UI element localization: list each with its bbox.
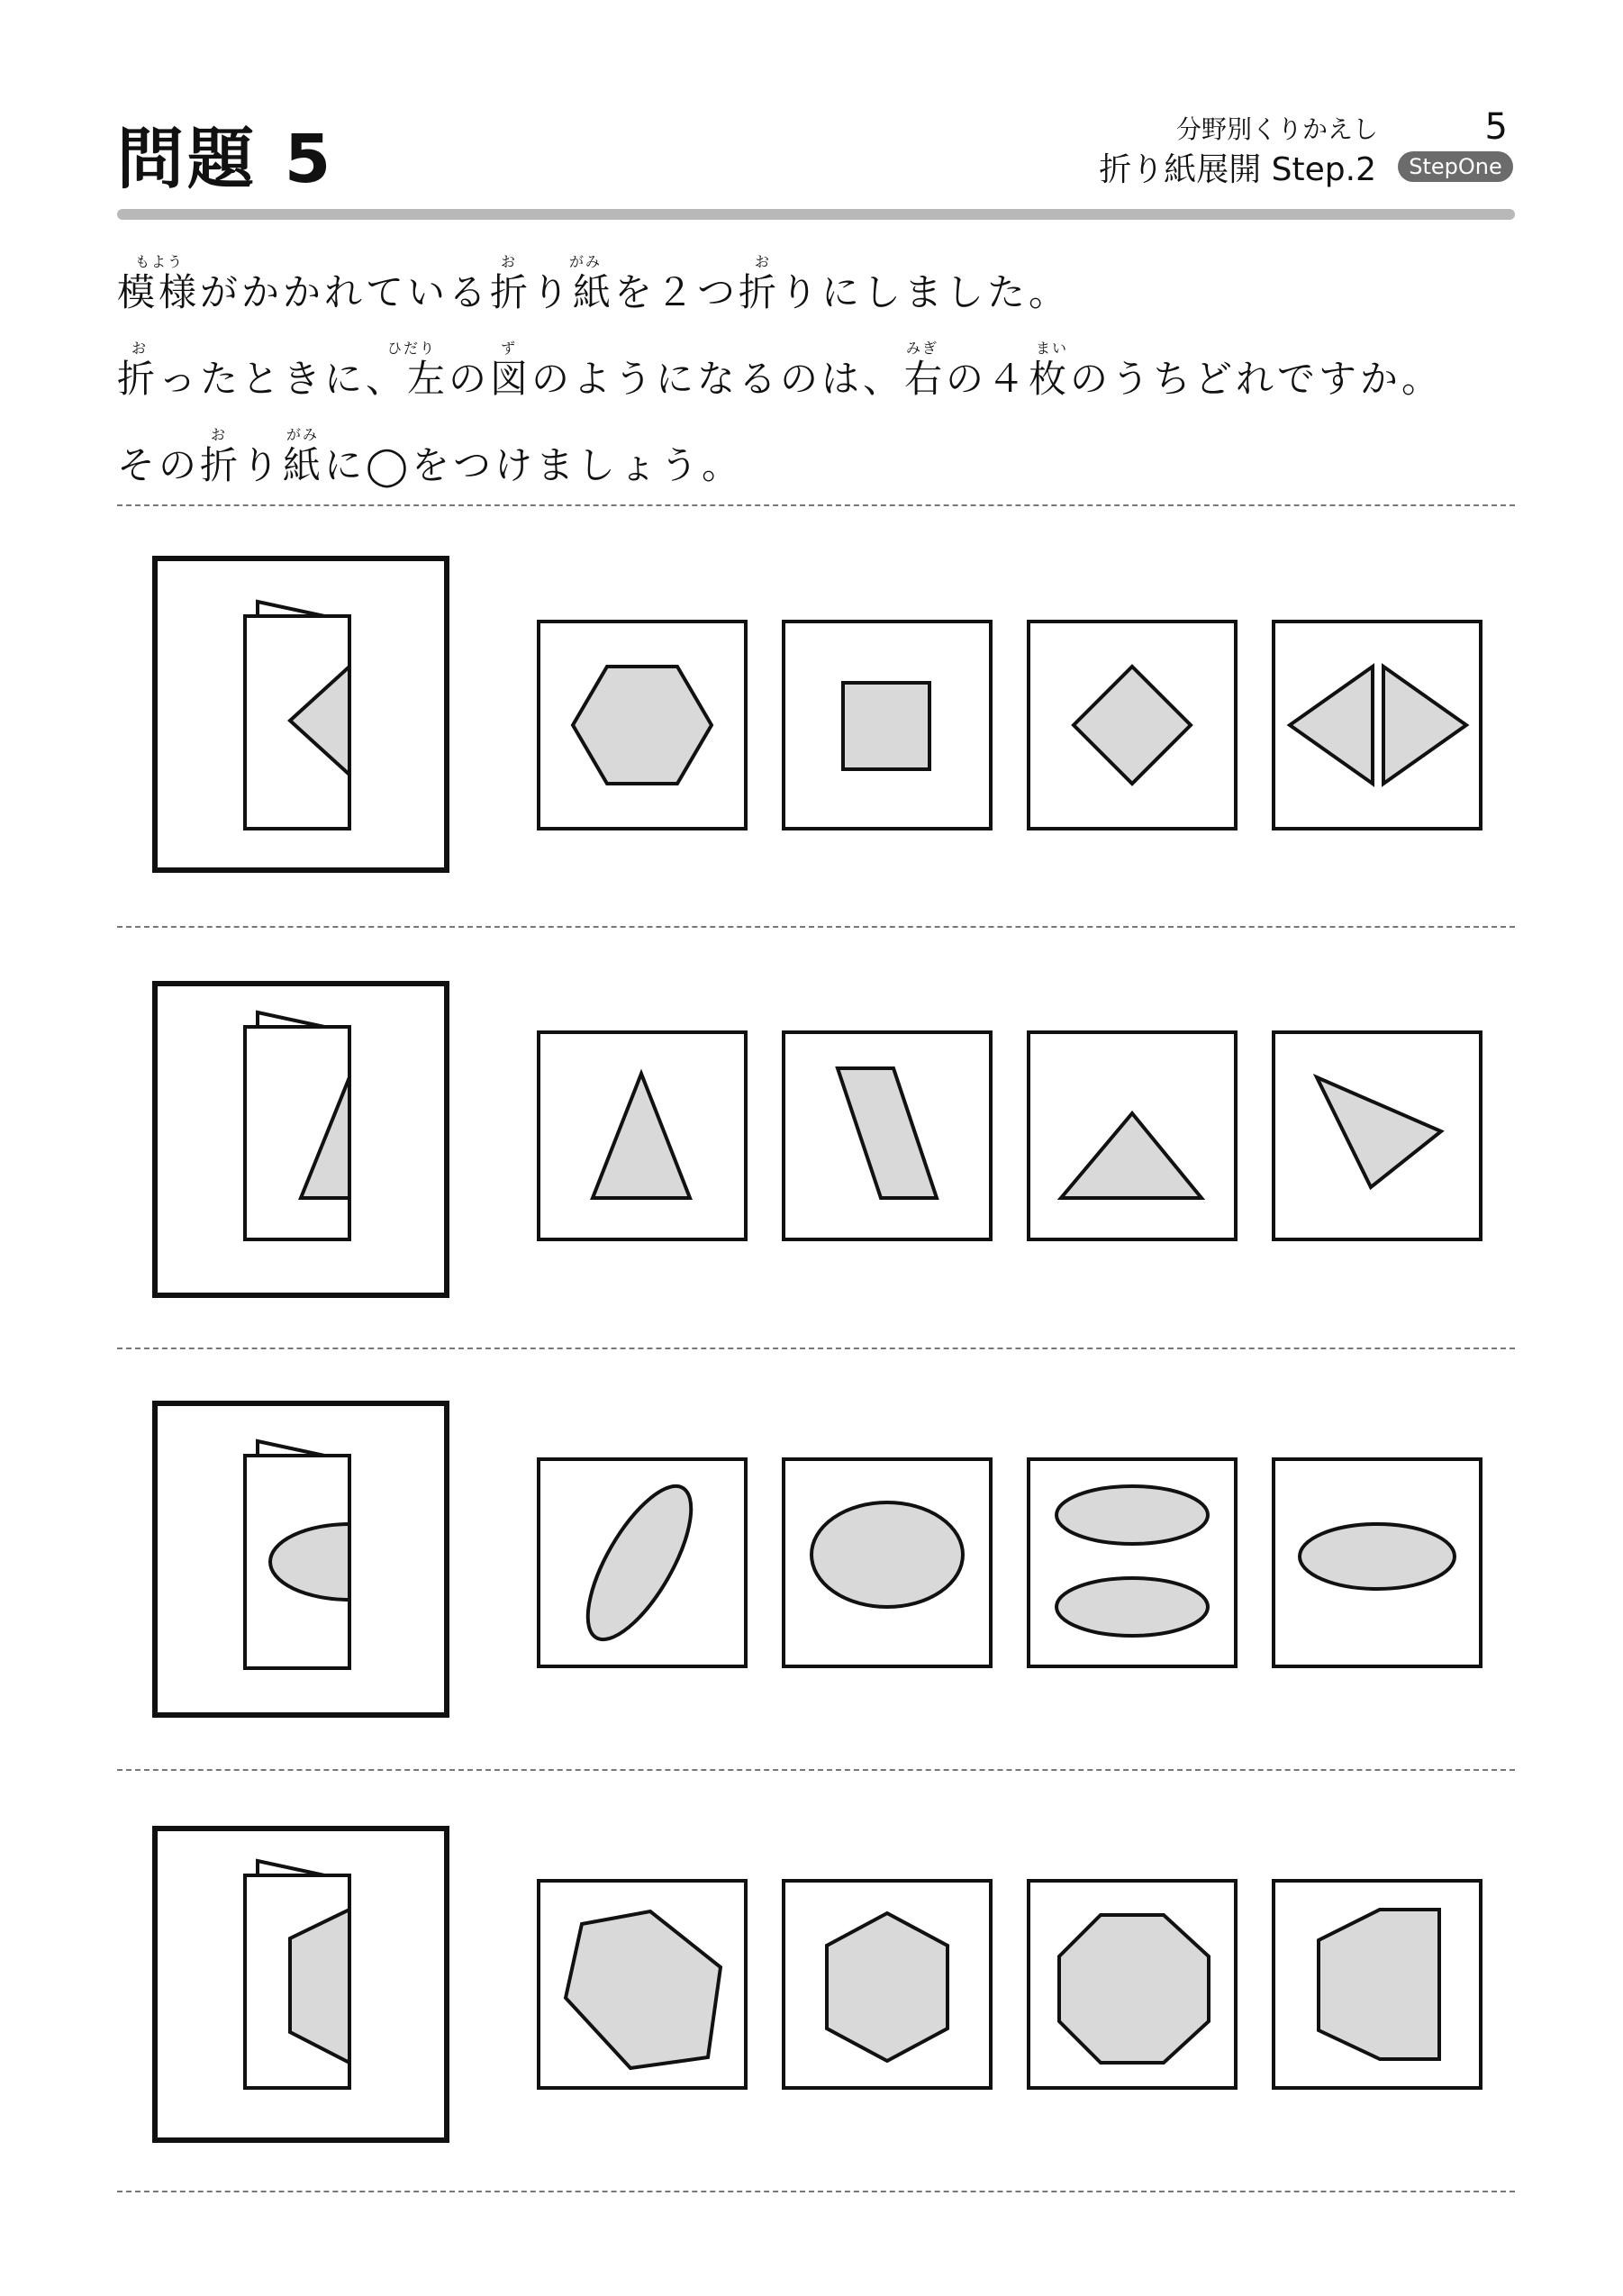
ruby-moyou: もよう: [135, 253, 185, 270]
header-subtitle: 折り紙展開 Step.2: [1099, 151, 1376, 188]
ruby-hidari: ひだり: [387, 340, 437, 357]
ruby-mai: まい: [1036, 340, 1069, 357]
square-shape: [843, 683, 929, 769]
choice-3[interactable]: [1029, 1459, 1236, 1666]
instruction-line-2: 折ったときに、左の図のようになるのは、右の４枚のうちどれですか。: [117, 357, 1444, 401]
ruby-gami: がみ: [569, 253, 603, 270]
half-hexagon-shape: [1319, 1910, 1439, 2059]
choice-2[interactable]: [784, 1032, 991, 1239]
brand-badge: StepOne: [1398, 151, 1513, 182]
header-category: 分野別くりかえし: [1175, 114, 1378, 144]
problem-4: [155, 1829, 1481, 2140]
ruby-migi: みぎ: [906, 340, 939, 357]
choice-1[interactable]: [539, 622, 746, 829]
problem-3: [155, 1403, 1481, 1715]
choice-4[interactable]: [1274, 1459, 1481, 1666]
page-title: 問題 5: [117, 121, 335, 198]
folded-paper: [245, 1861, 349, 2088]
choice-2[interactable]: [784, 1459, 991, 1666]
octagon-shape: [1059, 1915, 1209, 2063]
choice-3[interactable]: [1029, 1032, 1236, 1239]
choice-2[interactable]: [784, 622, 991, 829]
ruby-gami: がみ: [286, 426, 320, 443]
ruby-o: お: [755, 253, 772, 270]
choice-1[interactable]: [539, 1459, 746, 1666]
ellipse-shape: [812, 1502, 963, 1607]
choice-4[interactable]: [1274, 1032, 1481, 1239]
ruby-o: お: [211, 426, 228, 443]
flat-ellipse-shape: [1300, 1524, 1455, 1589]
bottom-ellipse-shape: [1056, 1578, 1208, 1636]
folded-paper: [245, 1012, 349, 1239]
ruby-o: お: [501, 253, 518, 270]
instruction-line-1: 模様がかかれている折り紙を２つ折りにしました。: [117, 270, 1071, 314]
folded-paper: [245, 1441, 349, 1668]
choice-4[interactable]: [1274, 622, 1481, 829]
choice-1[interactable]: [539, 1881, 746, 2088]
folded-paper: [245, 602, 349, 829]
page-number: 5: [1484, 106, 1508, 148]
problem-2: [155, 984, 1481, 1295]
choice-2[interactable]: [784, 1881, 991, 2088]
choice-3[interactable]: [1029, 1881, 1236, 2088]
instruction-line-3: その折り紙に◯をつけましょう。: [117, 443, 744, 487]
choice-1[interactable]: [539, 1032, 746, 1239]
choice-4[interactable]: [1274, 1881, 1481, 2088]
ruby-o: お: [131, 340, 149, 357]
ruby-zu: ず: [501, 340, 518, 357]
hexagon-shape: [827, 1913, 948, 2061]
problem-1: [155, 558, 1481, 870]
top-ellipse-shape: [1056, 1486, 1208, 1544]
choice-3[interactable]: [1029, 622, 1236, 829]
